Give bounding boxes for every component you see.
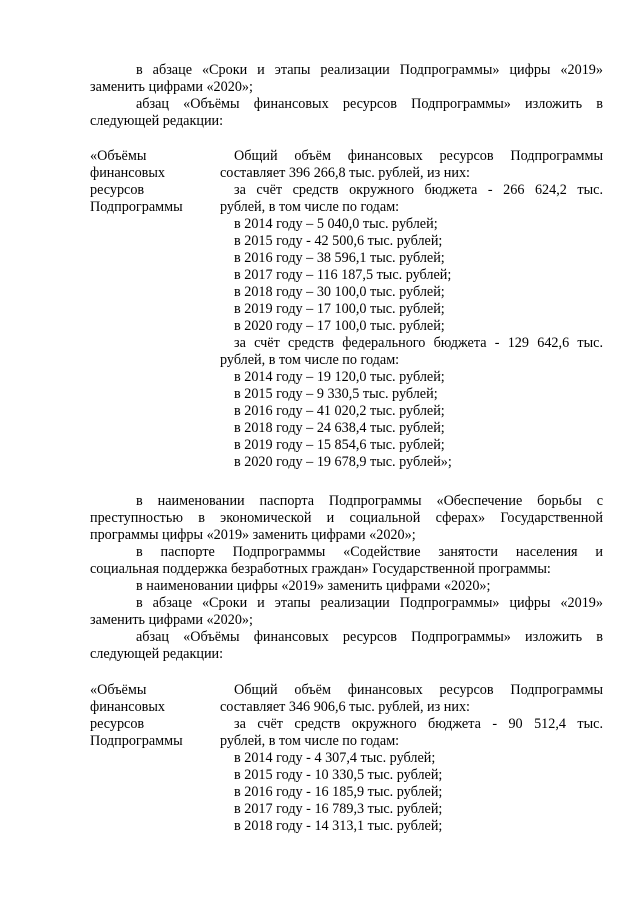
- paragraph-line: программы цифры «2019» заменить цифрами «2020»;: [90, 527, 416, 543]
- paragraph-line: в наименовании цифры «2019» заменить цифрами «2020»;: [136, 578, 491, 594]
- paragraph-line: следующей редакции:: [90, 113, 224, 129]
- year-amount: в 2017 году - 16 789,3 тыс. рублей;: [234, 801, 443, 817]
- federal-budget-line: за счёт средств федерального бюджета - 129 642,6 тыс.: [234, 335, 603, 351]
- label-line: ресурсов: [90, 716, 145, 732]
- table-content: [220, 148, 603, 471]
- paragraph-line: в паспорте Подпрограммы «Содействие занятости населения и: [136, 544, 603, 560]
- paragraph-line: абзац «Объёмы финансовых ресурсов Подпрограммы» изложить в: [136, 96, 603, 112]
- label-line: Подпрограммы: [90, 733, 183, 749]
- paragraph-line: преступностью в экономической и социальной сферах» Государственной: [90, 510, 603, 526]
- federal-budget-line: рублей, в том числе по годам:: [220, 352, 400, 368]
- financing-table-1: [90, 148, 603, 478]
- year-amount: в 2018 году – 24 638,4 тыс. рублей;: [234, 420, 445, 436]
- district-budget-line: рублей, в том числе по годам:: [220, 733, 400, 749]
- year-amount: в 2016 году – 38 596,1 тыс. рублей;: [234, 250, 445, 266]
- district-budget-line: рублей, в том числе по годам:: [220, 199, 400, 215]
- amendment-block-1: [90, 62, 603, 130]
- paragraph-line: в абзаце «Сроки и этапы реализации Подпрограммы» цифры «2019»: [136, 62, 603, 78]
- financing-table-2: [90, 682, 603, 842]
- year-amount: в 2017 году – 116 187,5 тыс. рублей;: [234, 267, 452, 283]
- label-line: «Объёмы: [90, 682, 147, 698]
- table-content: [220, 682, 603, 835]
- total-line: составляет 346 906,6 тыс. рублей, из них:: [220, 699, 470, 715]
- year-amount: в 2019 году – 15 854,6 тыс. рублей;: [234, 437, 445, 453]
- table-label: [90, 682, 210, 750]
- paragraph-line: в наименовании паспорта Подпрограммы «Обеспечение борьбы с: [136, 493, 603, 509]
- paragraph-line: в абзаце «Сроки и этапы реализации Подпрограммы» цифры «2019»: [136, 595, 603, 611]
- year-amount: в 2018 году – 30 100,0 тыс. рублей;: [234, 284, 445, 300]
- label-line: «Объёмы: [90, 148, 147, 164]
- year-amount: в 2020 году – 17 100,0 тыс. рублей;: [234, 318, 445, 334]
- label-line: финансовых: [90, 699, 165, 715]
- total-line: составляет 396 266,8 тыс. рублей, из них:: [220, 165, 470, 181]
- paragraph-line: следующей редакции:: [90, 646, 224, 662]
- total-line: Общий объём финансовых ресурсов Подпрограммы: [234, 148, 603, 164]
- paragraph-line: абзац «Объёмы финансовых ресурсов Подпрограммы» изложить в: [136, 629, 603, 645]
- label-line: Подпрограммы: [90, 199, 183, 215]
- amendment-block-2: [90, 493, 603, 663]
- year-amount: в 2015 году - 10 330,5 тыс. рублей;: [234, 767, 443, 783]
- total-line: Общий объём финансовых ресурсов Подпрограммы: [234, 682, 603, 698]
- year-amount: в 2015 году – 9 330,5 тыс. рублей;: [234, 386, 438, 402]
- year-amount: в 2018 году - 14 313,1 тыс. рублей;: [234, 818, 443, 834]
- year-amount: в 2020 году – 19 678,9 тыс. рублей»;: [234, 454, 452, 470]
- label-line: ресурсов: [90, 182, 145, 198]
- year-amount: в 2016 году - 16 185,9 тыс. рублей;: [234, 784, 443, 800]
- table-label: [90, 148, 210, 216]
- paragraph-line: заменить цифрами «2020»;: [90, 79, 253, 95]
- district-budget-line: за счёт средств окружного бюджета - 90 512,4 тыс.: [234, 716, 603, 732]
- year-amount: в 2015 году - 42 500,6 тыс. рублей;: [234, 233, 443, 249]
- paragraph-line: социальная поддержка безработных граждан» Государственной программы:: [90, 561, 551, 577]
- year-amount: в 2016 году – 41 020,2 тыс. рублей;: [234, 403, 445, 419]
- district-budget-line: за счёт средств окружного бюджета - 266 624,2 тыс.: [234, 182, 603, 198]
- year-amount: в 2014 году - 4 307,4 тыс. рублей;: [234, 750, 436, 766]
- year-amount: в 2019 году – 17 100,0 тыс. рублей;: [234, 301, 445, 317]
- label-line: финансовых: [90, 165, 165, 181]
- paragraph-line: заменить цифрами «2020»;: [90, 612, 253, 628]
- year-amount: в 2014 году – 5 040,0 тыс. рублей;: [234, 216, 438, 232]
- year-amount: в 2014 году – 19 120,0 тыс. рублей;: [234, 369, 445, 385]
